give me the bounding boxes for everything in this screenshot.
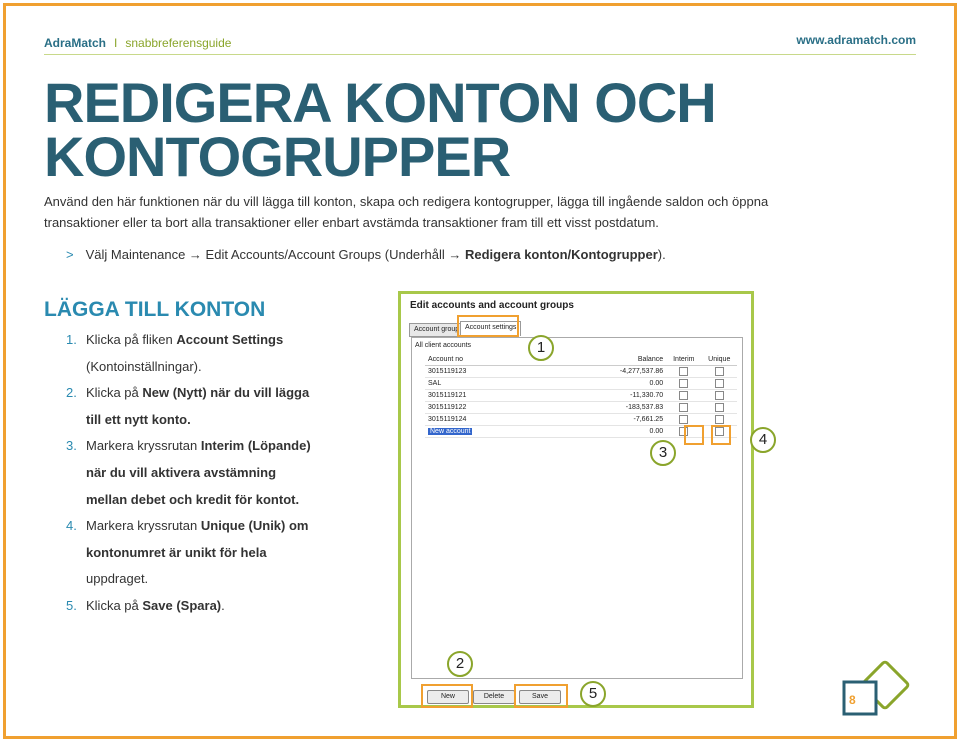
website-url[interactable]: www.adramatch.com <box>796 33 916 47</box>
path-bold: Redigera konton/Kontogrupper <box>464 247 658 262</box>
step-bold: New (Nytt) när du vill lägga <box>142 385 310 401</box>
table-row[interactable] <box>425 402 737 414</box>
highlight-account-settings <box>457 315 519 337</box>
table-row[interactable] <box>425 366 737 378</box>
brand-name: AdraMatch <box>44 36 107 50</box>
step-text: Klicka på <box>86 597 143 613</box>
step-continuation <box>66 540 366 567</box>
path-suffix: ). <box>657 247 666 262</box>
account-cell: SAL <box>425 378 564 390</box>
unique-checkbox[interactable] <box>715 367 724 376</box>
step-number: 4. <box>66 518 77 534</box>
step-number: 1. <box>66 332 77 347</box>
step-continuation <box>66 460 366 487</box>
tab-account-group[interactable]: Account group <box>409 323 464 337</box>
step-bold: Save (Spara) <box>142 597 222 613</box>
page-number-logo-icon <box>836 652 920 722</box>
grid-header-row <box>425 354 737 366</box>
account-cell: 3015119122 <box>425 402 564 414</box>
table-row[interactable] <box>425 378 737 390</box>
intro-text: Använd den här funktionen när du vill lägga till konton, skapa och redigera kontogrupper, lägga till ingående saldon och öppna transaktioner eller ta bort alla transaktioner eller enbart avstämda transaktioner fram till ett visst postdatum. <box>44 194 769 230</box>
table-row[interactable] <box>425 414 737 426</box>
highlight-unique <box>711 425 731 445</box>
interim-checkbox[interactable] <box>679 403 688 412</box>
path-prefix: Välj Maintenance → Edit Accounts/Account Groups (Underhåll → <box>85 247 465 262</box>
unique-checkbox[interactable] <box>715 415 724 424</box>
step-bold-continuation: när du vill aktivera avstämning <box>86 464 277 480</box>
step-bold: Interim (Löpande) <box>200 438 311 454</box>
step-2 <box>66 380 366 433</box>
panel-label: All client accounts <box>415 342 472 349</box>
column-header: Account no <box>425 354 564 366</box>
step-3 <box>66 433 366 513</box>
balance-cell: -11,330.70 <box>564 390 666 402</box>
brand-separator: I <box>114 36 118 50</box>
menu-path <box>66 247 666 262</box>
account-cell: 3015119123 <box>425 366 564 378</box>
unique-checkbox[interactable] <box>715 379 724 388</box>
step-bold-continuation: kontonumret är unikt för hela <box>86 544 267 560</box>
save-button[interactable]: Save <box>519 690 561 704</box>
step-continuation: uppdraget. <box>86 571 149 587</box>
step-4 <box>66 513 366 593</box>
header-divider <box>44 54 916 55</box>
step-bold-continuation: till ett nytt konto. <box>86 411 191 427</box>
callout-1: 1 <box>528 335 554 361</box>
brand-header <box>44 36 231 50</box>
account-cell: 3015119121 <box>425 390 564 402</box>
page-title: REDIGERA KONTON OCH KONTOGRUPPER <box>44 71 716 188</box>
callout-3: 3 <box>650 440 676 466</box>
step-continuation <box>66 407 366 434</box>
step-5 <box>66 593 366 620</box>
step-1 <box>66 327 366 380</box>
balance-cell: -183,537.83 <box>564 402 666 414</box>
column-header: Unique <box>702 354 737 366</box>
table-row[interactable] <box>425 390 737 402</box>
step-number: 2. <box>66 385 77 401</box>
step-bold-suffix: om <box>285 518 309 534</box>
section-title: LÄGGA TILL KONTON <box>44 298 266 321</box>
highlight-new <box>421 684 473 708</box>
steps-list <box>66 327 366 620</box>
interim-checkbox[interactable] <box>679 379 688 388</box>
step-number: 5. <box>66 597 77 613</box>
path-marker: > <box>66 247 74 262</box>
balance-cell: 0.00 <box>564 378 666 390</box>
step-text: Markera kryssrutan <box>86 438 201 454</box>
balance-cell: 0.00 <box>564 426 666 438</box>
step-bold: Unique (Unik) <box>200 518 286 534</box>
interim-checkbox[interactable] <box>679 415 688 424</box>
column-header: Interim <box>666 354 701 366</box>
callout-2: 2 <box>447 651 473 677</box>
highlight-save <box>514 684 568 708</box>
tab-account-settings[interactable]: Account settings <box>460 321 521 336</box>
dialog-title: Edit accounts and account groups <box>410 300 574 311</box>
interim-checkbox[interactable] <box>679 391 688 400</box>
balance-cell: -7,661.25 <box>564 414 666 426</box>
unique-checkbox[interactable] <box>715 391 724 400</box>
unique-checkbox[interactable] <box>715 403 724 412</box>
callout-4: 4 <box>750 427 776 453</box>
step-number: 3. <box>66 438 77 454</box>
step-text: Klicka på <box>86 385 143 401</box>
step-continuation: (Kontoinställningar). <box>86 358 202 374</box>
step-suffix: . <box>221 597 225 613</box>
step-bold: Account Settings <box>176 332 284 347</box>
step-text: Markera kryssrutan <box>86 518 201 534</box>
step-text: Klicka på fliken <box>86 332 177 347</box>
screenshot-dialog <box>398 291 754 708</box>
step-continuation <box>66 487 366 514</box>
interim-checkbox[interactable] <box>679 367 688 376</box>
delete-button[interactable]: Delete <box>473 690 515 704</box>
highlight-interim <box>684 425 704 445</box>
brand-subtitle: snabbreferensguide <box>125 36 232 50</box>
column-header: Balance <box>564 354 666 366</box>
balance-cell: -4,277,537.86 <box>564 366 666 378</box>
new-button[interactable]: New <box>427 690 469 704</box>
callout-5: 5 <box>580 681 606 707</box>
page-number: 8 <box>849 693 856 707</box>
step-bold-continuation: mellan debet och kredit för kontot. <box>86 491 300 507</box>
account-cell: 3015119124 <box>425 414 564 426</box>
new-account-cell[interactable]: New account <box>430 428 471 435</box>
